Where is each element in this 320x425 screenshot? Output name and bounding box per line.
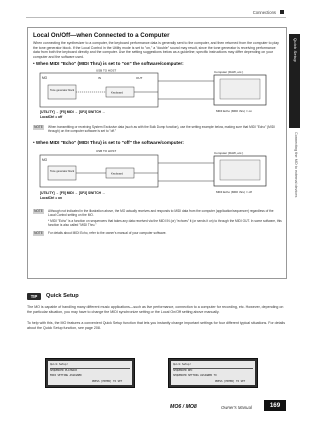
note-local-control: Although not indicated in the illustration above, the MO actually receives and responds to MIDI data from the computer (application/sequencer) regardless of the Local Control setting on the MO.	[48, 209, 274, 218]
mo-label: MO	[42, 76, 48, 80]
note-icon: NOTE	[34, 125, 43, 129]
section-marker	[280, 10, 284, 14]
keyboard-label: Keyboard	[111, 90, 123, 95]
chapter-side-label	[289, 128, 300, 280]
page-header	[0, 0, 300, 20]
lcd-line: MIDI SETTING ASSIGNED	[50, 374, 82, 377]
in-label: IN	[98, 76, 101, 80]
page-number: 169	[264, 400, 286, 411]
computer-screen	[220, 160, 260, 180]
echo-label: MIDI Echo (MIDI thru) = off	[216, 190, 252, 194]
lcd-line: SEQUENCER PLAYBACK	[50, 369, 78, 372]
tip-paragraph-1: The MO is capable of handling many different music applications—such as live performance, connection to a computer for recording, etc. However, depending on the particular situation, you may have to change the MIDI synchronize setting or the Local On/Off setting above manually.	[27, 305, 284, 314]
tip-paragraph-2: To help with this, the MO features a convenient Quick Setup function that lets you instantly change important settings for four different typical situations. For details about the Quick Setup function, see page 208.	[27, 321, 286, 330]
lcd-title: Quick Setup!	[50, 363, 69, 366]
quick-setup-side-tab[interactable]	[289, 34, 300, 128]
tip-title: Quick Setup	[46, 293, 79, 299]
usb-label: USB TO HOST	[96, 68, 117, 73]
echo-on-heading: • When MIDI "Echo" (MIDI Thru) is set to "on" the software/computer:	[33, 61, 184, 66]
lcd-screen-right	[168, 358, 258, 388]
mo-label: MO	[42, 158, 48, 162]
manual-title: Owner's Manual	[221, 404, 252, 410]
echo-label: MIDI Echo (MIDI thru) = on	[216, 109, 252, 113]
echo-off-heading: • When MIDI "Echo" (MIDI Thru) is set to "off" the software/computer:	[33, 140, 184, 145]
lcd-screen-left	[45, 358, 135, 388]
note-midi-echo: * MIDI "Echo" is a function on sequencers that takes any data received via the MIDI IN (or) "echoes" it (or sends it on) to through the MIDI OUT. In some software, this function is also called "MIDI Thru."	[48, 219, 282, 228]
lcd-line: SEQUENCER REC	[173, 369, 193, 372]
lcd-prompt: PRESS [ENTER] TO SET	[215, 380, 246, 383]
echo-off-diagram	[36, 147, 278, 205]
setting-value: LocalCtrl = on	[40, 196, 63, 200]
echo-on-diagram	[36, 67, 278, 123]
computer-label: Computer (DAW, etc.)	[214, 151, 244, 155]
computer-label: Computer (DAW, etc.)	[214, 70, 244, 74]
side-tab-label: Quick Setup	[293, 38, 298, 62]
lcd-line: SEQUENCER SETTING ASSIGNED TO	[173, 374, 217, 377]
tip-badge: TIP	[27, 293, 41, 300]
computer-screen	[220, 79, 260, 99]
keyboard-label: Keyboard	[111, 171, 123, 176]
header-divider	[26, 17, 286, 18]
section-title: Connections	[252, 10, 276, 15]
setting-path: [UTILITY] → [F5] MIDI → [SF3] SWITCH →	[40, 110, 106, 114]
lcd-prompt: PRESS [ENTER] TO SET	[92, 380, 123, 383]
note-software-manual: For details about MIDI Echo, refer to the owner's manual of your computer software.	[48, 231, 167, 235]
intro-paragraph: When connecting the synthesizer to a computer, the keyboard performance data is generally sent to the computer, and then returned from the computer to play the tone generator block. If the Local Control in the Utility mode is set to "on," a "double" sound may result, since the tone generator is receiving performance data from both the keyboard directly and the computer. Use the setting suggestions below as a guideline; specific instructions may differ depending on your computer and the software used.	[33, 41, 279, 59]
local-onoff-section	[27, 27, 287, 279]
tone-generator-label: Tone generator block	[50, 170, 75, 173]
connection-diagram-off	[36, 147, 280, 205]
connection-diagram-on	[36, 67, 280, 123]
setting-path: [UTILITY] → [F5] MIDI → [SF3] SWITCH →	[40, 191, 106, 195]
out-label: OUT	[136, 76, 143, 80]
note-sysex: When transmitting or receiving System Exclusive data (such as with the Bulk Dump function), use the setting example below, making sure that MIDI "Echo" (MIDI through) on the computer software is set to "off."	[48, 125, 275, 134]
lcd-title: Quick Setup!	[173, 363, 192, 366]
tone-generator-block	[48, 166, 76, 180]
tone-generator-block	[48, 85, 76, 99]
usb-label: USB TO HOST	[96, 149, 117, 153]
note-icon: NOTE	[34, 231, 43, 235]
chapter-label: Connecting the MO to external devices	[294, 132, 298, 198]
note-icon: NOTE	[34, 209, 43, 213]
tone-generator-label: Tone generator block	[50, 89, 75, 92]
product-logo: MO6 / MO8	[170, 404, 197, 410]
setting-value: LocalCtrl = off	[40, 115, 63, 119]
section-heading: Local On/Off—when Connected to a Computer	[33, 32, 170, 39]
